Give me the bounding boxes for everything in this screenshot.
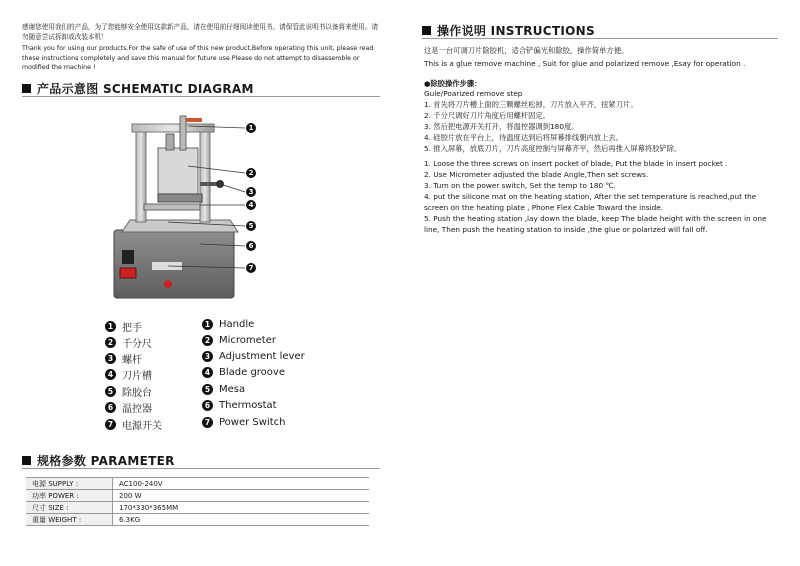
instructions-intro-cn: 这是一台可调刀片除胶机，适合铲偏光和除胶，操作简单方便。: [424, 46, 629, 55]
list-item: 3. Turn on the power switch, Set the temp to 180 ℃.: [424, 181, 616, 190]
list-item: 3. 然后把电源开关打开，将温控器调到180度。: [424, 122, 579, 131]
param-value: 170*330*365MM: [113, 502, 370, 514]
callout-number: 5: [246, 221, 256, 231]
legend-number: 6: [202, 400, 213, 411]
table-row: [26, 478, 369, 490]
legend-number: 6: [105, 402, 116, 413]
callout-number: 4: [246, 200, 256, 210]
legend-label-cn: 螺杆: [122, 355, 142, 366]
legend-item: [105, 400, 152, 415]
parameter-rule: [22, 468, 380, 469]
steps-subtitle-cn: ●除胶操作步骤：: [424, 79, 482, 88]
legend-number: 7: [202, 417, 213, 428]
heading-square-icon: [22, 456, 31, 465]
param-key: 重量 WEIGHT :: [26, 514, 113, 526]
legend-item: [202, 335, 276, 346]
param-value: AC100-240V: [113, 478, 370, 490]
param-key: 功率 POWER :: [26, 490, 113, 502]
legend-number: 4: [202, 367, 213, 378]
legend-item: [105, 351, 142, 366]
callout-number: 6: [246, 241, 256, 251]
legend-item: [105, 384, 152, 399]
schematic-title: 产品示意图 SCHEMATIC DIAGRAM: [37, 82, 254, 96]
list-item: 2. 千分尺调好刀片角度后用螺杆固定。: [424, 111, 551, 120]
legend-label-en: Thermostat: [219, 400, 277, 411]
table-row: [26, 502, 369, 514]
parameter-table: [26, 477, 369, 526]
list-item: 1. Loose the three screws on insert pocket of blade, Put the blade in insert pocket .: [424, 159, 728, 168]
callout-number: 1: [246, 123, 256, 133]
legend-item: [202, 367, 285, 378]
intro-english: Thank you for using our products.For the safe of use of this new product,Before operating this unit, please read these instructions completely and save this manual for future use.Please do not attempt to disassemble or modified the machine !: [22, 45, 374, 72]
steps-subtitle-en: Gule/Poarized remove step: [424, 89, 523, 98]
legend-label-cn: 千分尺: [122, 339, 152, 350]
list-item: 4. put the silicone mat on the heating station, After the set temperature is reached,put the screen on the heating plate , Phone Flex Cable Toward the inside.: [424, 192, 757, 212]
param-key: 电源 SUPPLY :: [26, 478, 113, 490]
list-item: 5. 推入屏幕，放底刀片，刀片高度控制与屏幕齐平，然后再推入屏幕将胶铲除。: [424, 144, 682, 153]
table-row: [26, 514, 369, 526]
legend-item: [105, 417, 162, 432]
legend-item: [105, 335, 152, 350]
legend-item: [202, 351, 305, 362]
legend-label-cn: 温控器: [122, 404, 152, 415]
legend-number: 3: [105, 353, 116, 364]
legend-label-en: Blade groove: [219, 367, 285, 378]
param-value: 200 W: [113, 490, 370, 502]
instructions-rule: [422, 38, 778, 39]
list-item: 5. Push the heating station ,lay down the blade, keep The blade height with the screen in one line, Then push the heating station to inside ,the glue or polarized will fall off.: [424, 214, 767, 234]
legend-label-cn: 把手: [122, 323, 142, 334]
instructions-heading: [422, 22, 595, 39]
legend-label-cn: 电源开关: [122, 421, 162, 432]
heading-square-icon: [422, 26, 431, 35]
callout-number: 2: [246, 168, 256, 178]
legend-label-en: Mesa: [219, 384, 246, 395]
list-item: 1. 首先将刀片槽上面的三颗螺丝松掉，刀片放入平齐，扭紧刀片。: [424, 100, 638, 109]
legend-label-cn: 刀片槽: [122, 371, 152, 382]
callout-number: 3: [246, 187, 256, 197]
legend-number: 4: [105, 369, 116, 380]
list-item: 4. 硅胶片放在平台上，待温度达到后将屏幕排线朝内放上去。: [424, 133, 623, 142]
legend-item: [202, 417, 285, 428]
legend-item: [202, 400, 277, 411]
legend-number: 2: [202, 335, 213, 346]
legend-number: 7: [105, 419, 116, 430]
legend-label-en: Micrometer: [219, 335, 276, 346]
param-value: 6.3KG: [113, 514, 370, 526]
steps-cn-list: [424, 99, 774, 154]
legend-number: 5: [202, 384, 213, 395]
steps-en-list: [424, 158, 772, 235]
legend-label-en: Adjustment lever: [219, 351, 305, 362]
callout-number: 7: [246, 263, 256, 273]
legend-item: [105, 367, 152, 382]
instructions-title: 操作说明 INSTRUCTIONS: [437, 24, 595, 38]
table-row: [26, 490, 369, 502]
legend-item: [202, 384, 245, 395]
legend-number: 5: [105, 386, 116, 397]
legend-label-en: Power Switch: [219, 417, 286, 428]
legend-number: 1: [202, 319, 213, 330]
parameter-heading: [22, 452, 175, 469]
legend-number: 3: [202, 351, 213, 362]
legend-number: 2: [105, 337, 116, 348]
instructions-intro-en: This is a glue remove machine , Suit for glue and polarized remove ,Esay for operation .: [424, 59, 746, 68]
legend-item: [202, 319, 254, 330]
parameter-title: 规格参数 PARAMETER: [37, 454, 175, 468]
legend-label-cn: 除胶台: [122, 388, 152, 399]
list-item: 2. Use Micrometer adjusted the blade Angle,Then set screws.: [424, 170, 649, 179]
param-key: 尺寸 SIZE :: [26, 502, 113, 514]
intro-chinese: 感谢您使用我们的产品，为了您能够安全使用这款新产品，请在使用前仔细阅读使用书。请保管此说明书以备将来使用。请勿随意尝试拆卸或改装本机！: [22, 23, 379, 41]
legend-label-en: Handle: [219, 319, 255, 330]
legend-number: 1: [105, 321, 116, 332]
legend-item: [105, 319, 142, 334]
